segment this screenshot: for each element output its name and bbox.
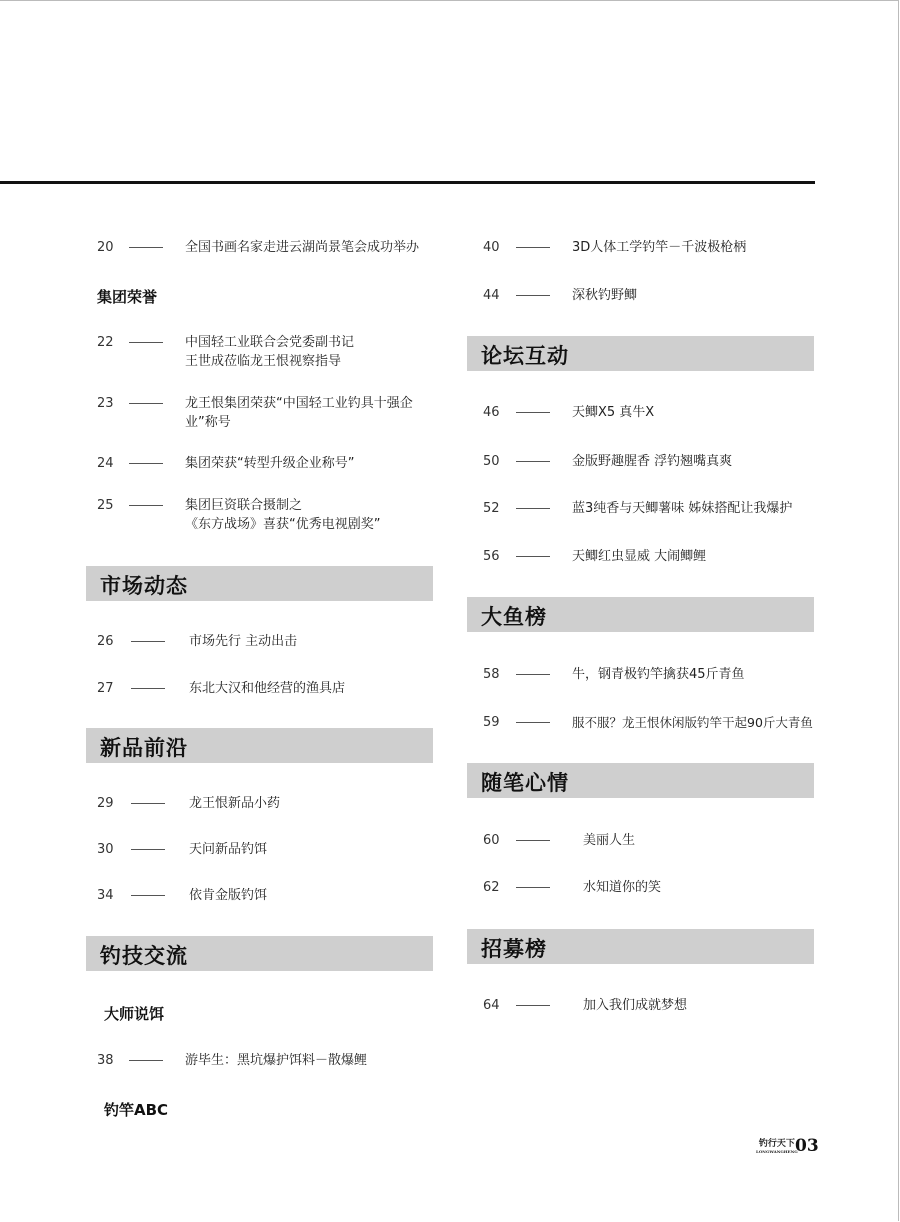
page-number: 56 — [483, 549, 500, 564]
page-number: 29 — [97, 796, 114, 811]
leader-line — [129, 247, 163, 248]
entry-title: 龙王恨新品小药 — [189, 796, 281, 811]
leader-line — [516, 461, 550, 462]
section-header-big-fish — [467, 597, 814, 632]
leader-line — [131, 895, 165, 896]
header-rule — [0, 181, 815, 184]
entry-title: 天鲫X5 真牛X — [572, 405, 655, 420]
entry-title-line-1: 中国轻工业联合会党委副书记 — [185, 335, 355, 350]
leader-line — [516, 674, 550, 675]
leader-line — [129, 463, 163, 464]
entry-title: 依肯金版钓饵 — [189, 888, 268, 903]
page-number: 60 — [483, 833, 500, 848]
section-header-skills — [86, 936, 433, 971]
entry-title: 游毕生：黑坑爆护饵料－散爆鲤 — [185, 1053, 368, 1068]
leader-line — [129, 403, 163, 404]
entry-title: 金版野趣腥香 浮钓翘嘴真爽 — [572, 454, 733, 469]
entry-title: 美丽人生 — [583, 833, 636, 848]
subsection-honor: 集团荣誉 — [97, 288, 158, 306]
section-header-market — [86, 566, 433, 601]
page-number: 25 — [97, 498, 114, 513]
section-header-new-products — [86, 728, 433, 763]
section-title: 大鱼榜 — [481, 604, 547, 629]
section-title: 新品前沿 — [100, 735, 188, 760]
page-number: 30 — [97, 842, 114, 857]
entry-title: 天问新品钓饵 — [189, 842, 268, 857]
leader-line — [516, 722, 550, 723]
leader-line — [516, 295, 550, 296]
leader-line — [131, 688, 165, 689]
entry-title-line-1: 集团巨资联合摄制之 — [185, 498, 303, 513]
entry-title-line-2: 王世成莅临龙王恨视察指导 — [185, 354, 342, 369]
section-header-essay — [467, 763, 814, 798]
page-number: 50 — [483, 454, 500, 469]
leader-line — [129, 505, 163, 506]
page-number: 46 — [483, 405, 500, 420]
entry-title: 深秋钓野鲫 — [572, 288, 638, 303]
subsection-rod-abc: 钓竿ABC — [104, 1101, 169, 1119]
entry-title: 加入我们成就梦想 — [583, 998, 688, 1013]
entry-title: 蓝3纯香与天鲫薯味 姊妹搭配让我爆护 — [572, 501, 793, 516]
entry-title-line-2: 《东方战场》喜获“优秀电视剧奖” — [185, 517, 381, 532]
page-number: 26 — [97, 634, 114, 649]
leader-line — [516, 840, 550, 841]
page-number: 59 — [483, 715, 500, 730]
page-number: 62 — [483, 880, 500, 895]
entry-title: 服不服？龙王恨休闲版钓竿干起90斤大青鱼 — [572, 715, 813, 730]
entry-title: 集团荣获“转型升级企业称号” — [185, 456, 355, 471]
page-number: 24 — [97, 456, 114, 471]
leader-line — [129, 342, 163, 343]
leader-line — [131, 849, 165, 850]
page-number: 64 — [483, 998, 500, 1013]
page-number: 22 — [97, 335, 114, 350]
page-number: 38 — [97, 1053, 114, 1068]
section-title: 随笔心情 — [481, 770, 569, 795]
entry-title: 东北大汉和他经营的渔具店 — [189, 681, 346, 696]
section-title: 钓技交流 — [100, 943, 188, 968]
section-title: 招募榜 — [481, 936, 547, 961]
page-number: 44 — [483, 288, 500, 303]
entry-title-line-1: 龙王恨集团荣获“中国轻工业钓具十强企 — [185, 396, 413, 411]
page-number: 58 — [483, 667, 500, 682]
entry-title: 全国书画名家走进云湖尚景笔会成功举办 — [185, 240, 420, 255]
entry-title-line-2: 业”称号 — [185, 415, 231, 430]
folio-page-number: 03 — [795, 1136, 819, 1156]
page-number: 34 — [97, 888, 114, 903]
entry-title: 天鲫红虫显威 大闹鲫鲤 — [572, 549, 707, 564]
entry-title: 3D人体工学钓竿－千波极枪柄 — [572, 240, 747, 255]
magazine-logo-text: 钓行天下 — [758, 1139, 795, 1149]
magazine-logo-subtext: LONGWANGHENG — [756, 1149, 798, 1154]
section-header-forum — [467, 336, 814, 371]
entry-title: 市场先行 主动出击 — [189, 634, 298, 649]
leader-line — [516, 412, 550, 413]
page-number: 27 — [97, 681, 114, 696]
entry-title: 牛，钢青极钓竿擒获45斤青鱼 — [572, 667, 745, 682]
subsection-master-bait: 大师说饵 — [104, 1005, 165, 1023]
leader-line — [129, 1060, 163, 1061]
section-title: 市场动态 — [100, 573, 188, 598]
leader-line — [516, 247, 550, 248]
entry-title: 水知道你的笑 — [583, 880, 662, 895]
leader-line — [131, 803, 165, 804]
section-header-recruit — [467, 929, 814, 964]
page-number: 40 — [483, 240, 500, 255]
leader-line — [131, 641, 165, 642]
section-title: 论坛互动 — [481, 343, 569, 368]
leader-line — [516, 508, 550, 509]
page-number: 52 — [483, 501, 500, 516]
page-number: 23 — [97, 396, 114, 411]
leader-line — [516, 1005, 550, 1006]
page-number: 20 — [97, 240, 114, 255]
magazine-logo — [756, 1140, 798, 1156]
leader-line — [516, 887, 550, 888]
leader-line — [516, 556, 550, 557]
